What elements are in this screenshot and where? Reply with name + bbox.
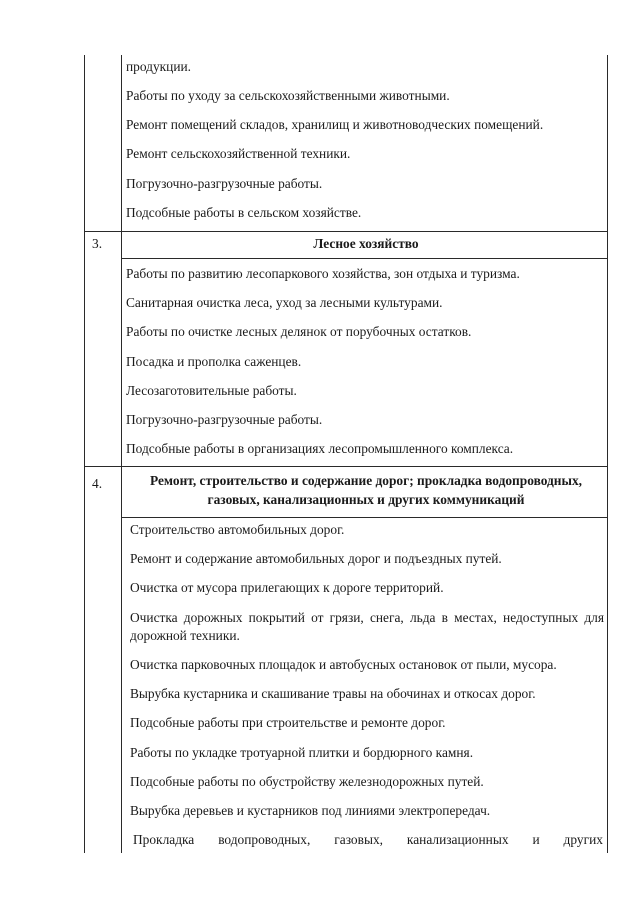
list-item: Подсобные работы в сельском хозяйстве. [126,205,362,220]
list-item: Лесозаготовительные работы. [126,383,297,398]
list-item: Ремонт и содержание автомобильных дорог и подъездных путей. [130,551,502,566]
list-item: Очистка парковочных площадок и автобусных остановок от пыли, мусора. [130,657,557,672]
list-item: Вырубка кустарника и скашивание травы на обочинах и откосах дорог. [130,686,536,701]
list-item-truncated [133,832,603,848]
table-right-border [607,55,608,853]
section-number: 3. [92,236,103,251]
list-item: Подсобные работы по обустройству железнодорожных путей. [130,774,484,789]
word: других [563,832,603,847]
word: канализационных [406,832,509,847]
section-divider-3 [84,231,608,232]
section-heading: Лесное хозяйство [313,236,419,251]
word: водопроводных, [218,832,311,847]
table-left-border [84,55,85,853]
heading-underline-4 [121,517,608,518]
list-item: Погрузочно-разгрузочные работы. [126,412,323,427]
list-item: Работы по укладке тротуарной плитки и бордюрного камня. [130,745,474,760]
list-item: Работы по развитию лесопаркового хозяйства, зон отдыха и туризма. [126,266,520,281]
list-item: Посадка и прополка саженцев. [126,354,302,369]
list-item: продукции. [126,59,192,74]
list-item: Работы по очистке лесных делянок от порубочных остатков. [126,324,472,339]
list-item: Погрузочно-разгрузочные работы. [126,176,323,191]
list-item: Очистка дорожных покрытий от грязи, снега, льда в местах, недоступных для дорожной техники. [130,610,604,643]
section-divider-4 [84,466,608,467]
section-heading [128,471,604,509]
word: Прокладка [133,832,195,847]
section-heading-line: Ремонт, строительство и содержание дорог; прокладка водопроводных, [149,473,583,488]
list-item: Вырубка деревьев и кустарников под линиями электропередач. [130,803,491,818]
list-item: Санитарная очистка леса, уход за лесными культурами. [126,295,443,310]
list-item: Очистка от мусора прилегающих к дороге территорий. [130,580,444,595]
list-item: Строительство автомобильных дорог. [130,522,345,537]
section-heading-line: газовых, канализационных и других коммуникаций [207,492,525,507]
list-item: Работы по уходу за сельскохозяйственными животными. [126,88,450,103]
heading-underline-3 [121,258,608,259]
list-item: Ремонт сельскохозяйственной техники. [126,146,351,161]
word: и [532,832,540,847]
list-item: Ремонт помещений складов, хранилищ и животноводческих помещений. [126,117,544,132]
list-item: Подсобные работы при строительстве и ремонте дорог. [130,715,446,730]
list-item: Подсобные работы в организациях лесопромышленного комплекса. [126,441,514,456]
word: газовых, [334,832,383,847]
section-number: 4. [92,476,103,491]
table-column-divider [121,55,122,853]
